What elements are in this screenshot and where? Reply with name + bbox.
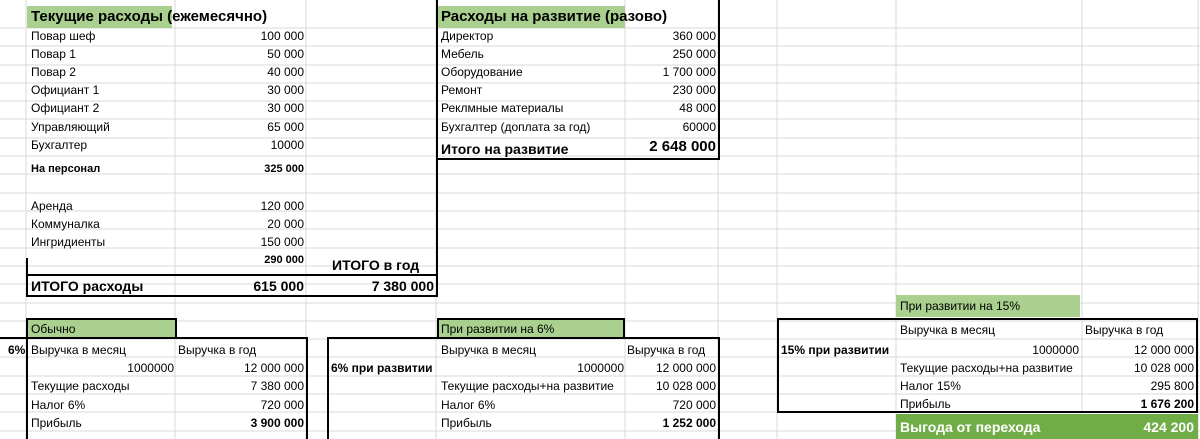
development-bottom-border — [436, 158, 720, 160]
dev6-row-label: Прибыль — [441, 416, 492, 430]
monthly-row-value: 50 000 — [267, 47, 304, 61]
dev15-year-revenue: 12 000 000 — [1133, 343, 1194, 357]
year-total-value: 7 380 000 — [371, 278, 434, 294]
other-row-value: 120 000 — [260, 199, 304, 213]
monthly-row-label: Повар шеф — [31, 29, 96, 43]
usual-year-revenue: 12 000 000 — [243, 361, 304, 375]
dev6-col1-header: Выручка в месяц — [441, 343, 536, 357]
dev6-month-revenue: 1000000 — [577, 361, 624, 375]
dev15-title: При развитии на 15% — [900, 299, 1021, 313]
staff-total-value: 325 000 — [264, 163, 304, 175]
development-row-value: 230 000 — [672, 83, 716, 97]
other-total-value: 290 000 — [264, 254, 304, 266]
dev6-profit-value: 1 252 000 — [662, 416, 716, 430]
monthly-row-label: Официант 1 — [31, 83, 100, 97]
dev15-row-value: 295 800 — [1150, 379, 1194, 393]
monthly-bottom-border — [26, 295, 438, 297]
staff-total-label: На персонал — [31, 163, 101, 175]
dev6-year-revenue: 12 000 000 — [655, 361, 716, 375]
monthly-row-label: Бухгалтер — [31, 138, 88, 152]
monthly-row-value: 40 000 — [267, 65, 304, 79]
dev15-row-label: Текущие расходы+на развитие — [900, 361, 1073, 375]
development-total-label: Итого на развитие — [441, 141, 569, 157]
benefit-value: 424 200 — [1143, 419, 1194, 435]
dev6-row-label: Текущие расходы+на развитие — [441, 379, 614, 393]
usual-row-label: Налог 6% — [31, 398, 86, 412]
development-right-border — [718, 0, 720, 160]
dev6-row-value: 720 000 — [672, 398, 716, 412]
monthly-row-label: Управляющий — [31, 120, 110, 134]
monthly-title: Текущие расходы (ежемесячно) — [31, 8, 268, 25]
year-total-label: ИТОГО в год — [332, 257, 420, 273]
dev15-month-revenue: 1000000 — [1032, 343, 1079, 357]
development-row-label: Ремонт — [441, 83, 483, 97]
monthly-row-value: 10000 — [270, 138, 304, 152]
development-row-value: 250 000 — [672, 47, 716, 61]
development-row-label: Директор — [441, 29, 494, 43]
development-row-label: Мебель — [441, 47, 484, 61]
monthly-right-border — [436, 0, 438, 297]
monthly-total-label: ИТОГО расходы — [31, 278, 144, 294]
dev6-row-label: Налог 6% — [441, 398, 496, 412]
dev15-row-label: Налог 15% — [900, 379, 961, 393]
dev15-row-value: 10 028 000 — [1133, 361, 1194, 375]
development-total-value: 2 648 000 — [649, 138, 716, 155]
monthly-row-label: Повар 2 — [31, 65, 76, 79]
development-row-value: 48 000 — [679, 101, 716, 115]
other-row-value: 150 000 — [260, 235, 304, 249]
development-row-value: 360 000 — [672, 29, 716, 43]
dev6-side-label: 6% при развитии — [331, 361, 433, 375]
development-row-label: Реклмные материалы — [441, 101, 564, 115]
dev15-col1-header: Выручка в месяц — [900, 323, 995, 337]
development-title: Расходы на развитие (разово) — [441, 8, 668, 25]
usual-row-value: 720 000 — [260, 398, 304, 412]
development-row-label: Оборудование — [441, 65, 523, 79]
usual-row-label: Прибыль — [31, 416, 82, 430]
usual-row-value: 7 380 000 — [250, 379, 304, 393]
dev6-row-value: 10 028 000 — [655, 379, 716, 393]
usual-month-revenue: 1000000 — [127, 361, 174, 375]
monthly-total-value: 615 000 — [253, 278, 304, 294]
dev6-col2-header: Выручка в год — [627, 343, 706, 357]
monthly-row-label: Повар 1 — [31, 47, 76, 61]
usual-col2-header: Выручка в год — [178, 343, 257, 357]
usual-side-label: 6% — [8, 343, 26, 357]
other-row-label: Коммуналка — [31, 217, 100, 231]
other-row-label: Аренда — [31, 199, 73, 213]
benefit-label: Выгода от перехода — [900, 419, 1041, 435]
development-row-label: Бухгалтер (доплата за год) — [441, 120, 591, 134]
dev6-title: При развитии на 6% — [441, 322, 555, 336]
monthly-row-value: 100 000 — [260, 29, 304, 43]
other-row-value: 20 000 — [267, 217, 304, 231]
monthly-row-value: 30 000 — [267, 101, 304, 115]
dev15-side-label: 15% при развитии — [781, 343, 890, 357]
development-row-value: 1 700 000 — [662, 65, 716, 79]
monthly-row-value: 30 000 — [267, 83, 304, 97]
usual-profit-value: 3 900 000 — [250, 416, 304, 430]
monthly-row-value: 65 000 — [267, 120, 304, 134]
dev15-col2-header: Выручка в год — [1085, 323, 1164, 337]
monthly-row-label: Официант 2 — [31, 101, 100, 115]
monthly-total-top-border — [26, 274, 438, 276]
usual-inner-left-border — [26, 337, 28, 439]
dev15-row-label: Прибыль — [900, 397, 951, 411]
usual-row-label: Текущие расходы — [31, 379, 130, 393]
other-row-label: Ингридиенты — [31, 235, 106, 249]
monthly-left-border — [26, 258, 28, 297]
usual-title: Обычно — [31, 322, 76, 336]
usual-col1-header: Выручка в месяц — [31, 343, 126, 357]
dev15-profit-value: 1 676 200 — [1140, 397, 1194, 411]
development-row-value: 60000 — [682, 120, 716, 134]
